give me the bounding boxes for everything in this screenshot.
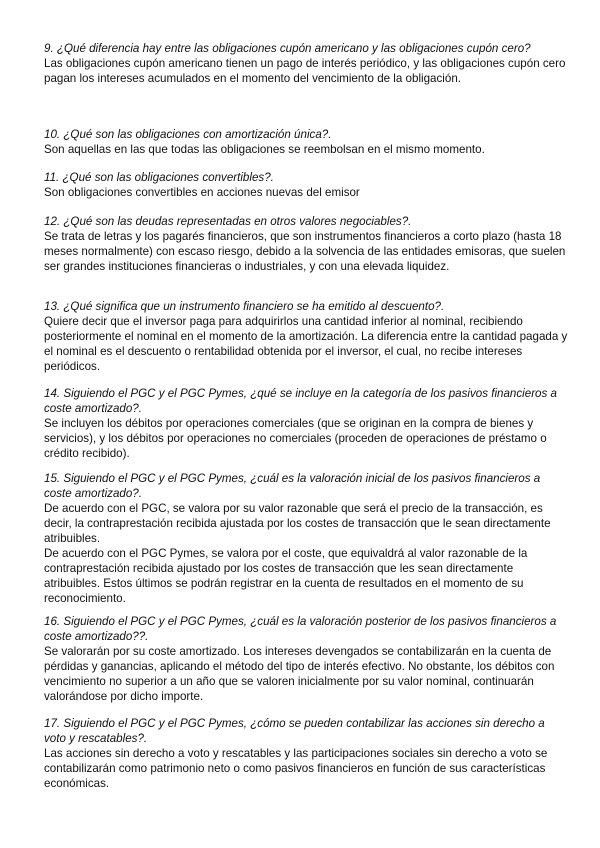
question-13: 13. ¿Qué significa que un instrumento financiero se ha emitido al descuento?. [44,300,445,313]
qa-item-10 [44,127,568,157]
qa-item-14 [44,386,568,461]
question-14: 14. Siguiendo el PGC y el PGC Pymes, ¿qué se incluye en la categoría de los pasivos financieros a coste amortizado?. [44,387,557,415]
question-9: 9. ¿Qué diferencia hay entre las obligaciones cupón americano y las obligaciones cupón cero? [44,42,531,55]
qa-item-13 [44,299,568,374]
qa-item-12 [44,214,568,274]
answer-13: Quiere decir que el inversor paga para adquirirlos una cantidad inferior al nominal, recibiendo posteriormente el nominal en el momento de la amortización. La diferencia entre la cantidad pagada y el nominal es el descuento o rentabilidad obtenida por el inversor, el cual, no recibe intereses periódicos. [44,315,568,373]
answer-10: Son aquellas en las que todas las obligaciones se reembolsan en el mismo momento. [44,143,485,156]
answer-11: Son obligaciones convertibles en acciones nuevas del emisor [44,186,360,199]
question-10: 10. ¿Qué son las obligaciones con amortización única?. [44,128,332,141]
qa-item-15 [44,471,568,606]
qa-item-9 [44,41,568,86]
qa-item-11 [44,170,568,200]
answer-17: Las acciones sin derecho a voto y rescatables y las participaciones sociales sin derecho a voto se contabilizarán como patrimonio neto o como pasivos financieros en función de sus características económicas. [44,747,548,790]
qa-item-17 [44,716,568,791]
qa-item-16 [44,614,568,704]
answer-12: Se trata de letras y los pagarés financieros, que son instrumentos financieros a corto plazo (hasta 18 meses normalmente) con escaso riesgo, debido a la solvencia de las entidades emisoras, que suelen ser grandes instituciones financieras o industriales, y con una elevada liquidez. [44,230,566,273]
answer-16: Se valorarán por su coste amortizado. Los intereses devengados se contabilizarán en la cuenta de pérdidas y ganancias, aplicando el método del tipo de interés efectivo. No obstante, los débitos con vencimiento no superior a un año que se valoren inicialmente por su valor nominal, continuarán valorándose por dicho importe. [44,645,555,703]
question-15: 15. Siguiendo el PGC y el PGC Pymes, ¿cuál es la valoración inicial de los pasivos financieros a coste amortizado?. [44,472,541,500]
question-12: 12. ¿Qué son las deudas representadas en otros valores negociables?. [44,215,412,228]
answer-9: Las obligaciones cupón americano tienen un pago de interés periódico, y las obligaciones cupón cero pagan los intereses acumulados en el momento del vencimiento de la obligación. [44,57,566,85]
question-11: 11. ¿Qué son las obligaciones convertibles?. [44,171,274,184]
answer-15a: De acuerdo con el PGC, se valora por su valor razonable que será el precio de la transacción, es decir, la contraprestación recibida ajustada por los costes de transacción que le sean directamente atribuibles. [44,502,551,545]
answer-14: Se incluyen los débitos por operaciones comerciales (que se originan en la compra de bienes y servicios), y los débitos por operaciones no comerciales (proceden de operaciones de préstamo o crédito recibido). [44,417,547,460]
question-17: 17. Siguiendo el PGC y el PGC Pymes, ¿cómo se pueden contabilizar las acciones sin derecho a voto y rescatables?. [44,717,545,745]
answer-15b: De acuerdo con el PGC Pymes, se valora por el coste, que equivaldrá al valor razonable de la contraprestación recibida ajustado por los costes de transacción que les sean directamente atribuibles. Estos últimos se podrán registrar en la cuenta de resultados en el momento de su reconocimiento. [44,547,528,605]
question-16: 16. Siguiendo el PGC y el PGC Pymes, ¿cuál es la valoración posterior de los pasivos financieros a coste amortizado??. [44,615,557,643]
